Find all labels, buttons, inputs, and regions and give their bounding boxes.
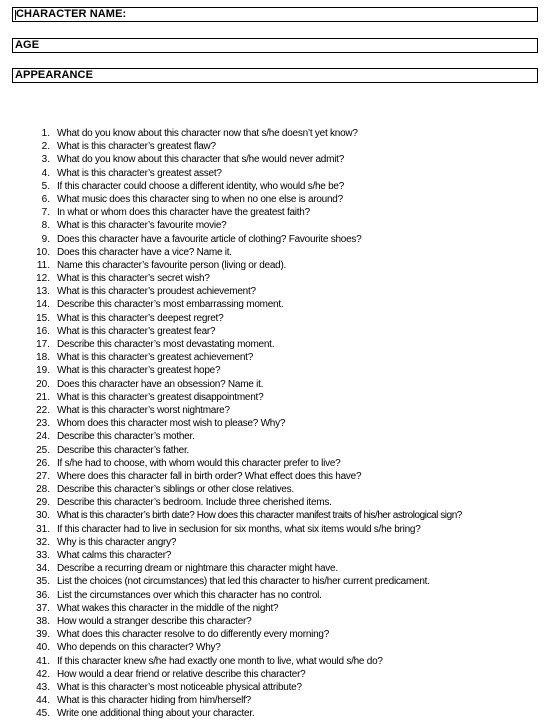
question-item xyxy=(0,430,548,443)
question-text: If this character had to live in seclusion for six months, what six items would s/he bring? xyxy=(57,523,421,535)
question-text: What is this character’s deepest regret? xyxy=(57,312,224,324)
question-item xyxy=(0,523,548,536)
question-text: What do you know about this character that s/he would never admit? xyxy=(57,154,345,166)
question-number: 10. xyxy=(36,246,50,258)
question-number: 19. xyxy=(36,365,50,377)
question-item xyxy=(0,338,548,351)
question-text: How would a dear friend or relative describe this character? xyxy=(57,668,306,680)
question-item xyxy=(0,655,548,668)
question-number: 30. xyxy=(36,510,50,522)
question-number: 6. xyxy=(41,193,50,205)
question-number: 33. xyxy=(36,550,50,561)
question-number: 29. xyxy=(36,497,50,509)
question-text: What is this character’s birth date? How does this character manifest traits of his/her astrological sign? xyxy=(57,510,462,522)
question-item xyxy=(0,364,548,377)
question-item xyxy=(0,483,548,496)
question-text: What is this character’s most noticeable physical attribute? xyxy=(57,681,302,693)
question-number: 37. xyxy=(36,602,50,614)
question-text: What is this character’s worst nightmare? xyxy=(57,404,230,416)
question-text: Who depends on this character? Why? xyxy=(57,642,221,654)
question-item xyxy=(0,246,548,259)
age-label: AGE xyxy=(15,39,40,51)
question-text: Describe this character’s bedroom. Include three cherished items. xyxy=(57,497,332,509)
question-text: What wakes this character in the middle of the night? xyxy=(57,602,279,614)
question-text: Does this character have a favourite article of clothing? Favourite shoes? xyxy=(57,233,362,245)
question-item xyxy=(0,259,548,272)
question-item xyxy=(0,272,548,285)
question-text: Describe this character’s father. xyxy=(57,444,189,456)
question-item xyxy=(0,549,548,562)
question-item xyxy=(0,444,548,457)
question-item xyxy=(0,325,548,338)
question-number: 25. xyxy=(36,444,50,456)
question-item xyxy=(0,457,548,470)
question-number: 27. xyxy=(36,470,50,482)
question-item xyxy=(0,575,548,588)
question-number: 43. xyxy=(36,681,50,693)
question-number: 13. xyxy=(36,286,50,298)
question-number: 14. xyxy=(36,299,50,311)
question-number: 9. xyxy=(41,233,50,245)
question-text: What music does this character sing to when no one else is around? xyxy=(57,193,343,205)
question-number: 44. xyxy=(36,695,50,707)
question-item xyxy=(0,298,548,311)
question-text: If this character knew s/he had exactly one month to live, what would s/he do? xyxy=(57,655,383,667)
question-item xyxy=(0,404,548,417)
question-item xyxy=(0,167,548,180)
question-number: 26. xyxy=(36,457,50,469)
question-number: 40. xyxy=(36,642,50,654)
question-item xyxy=(0,615,548,628)
question-item xyxy=(0,562,548,575)
question-text: How would a stranger describe this character? xyxy=(57,615,252,627)
question-number: 8. xyxy=(41,220,50,232)
question-item xyxy=(0,378,548,391)
question-item xyxy=(0,312,548,325)
question-item xyxy=(0,391,548,404)
question-item xyxy=(0,140,548,153)
question-item xyxy=(0,127,548,140)
question-number: 12. xyxy=(36,273,50,285)
question-number: 20. xyxy=(36,378,50,390)
question-number: 3. xyxy=(41,154,50,166)
question-item xyxy=(0,206,548,219)
age-field[interactable] xyxy=(12,38,538,53)
question-item xyxy=(0,681,548,694)
question-number: 15. xyxy=(36,312,50,324)
question-text: Why is this character angry? xyxy=(57,536,177,548)
character-name-field[interactable] xyxy=(12,7,538,22)
question-list xyxy=(0,127,548,720)
question-text: What is this character’s favourite movie? xyxy=(57,220,227,232)
question-number: 18. xyxy=(36,352,50,364)
question-number: 38. xyxy=(36,615,50,627)
question-number: 5. xyxy=(41,180,50,192)
question-text: What is this character’s greatest fear? xyxy=(57,325,216,337)
question-number: 35. xyxy=(36,576,50,588)
question-item xyxy=(0,193,548,206)
question-text: If this character could choose a different identity, who would s/he be? xyxy=(57,180,345,192)
question-item xyxy=(0,707,548,720)
question-item xyxy=(0,496,548,509)
question-number: 28. xyxy=(36,484,50,496)
question-item xyxy=(0,219,548,232)
question-text: What do you know about this character now that s/he doesn’t yet know? xyxy=(57,128,358,139)
question-number: 24. xyxy=(36,431,50,443)
question-text: Where does this character fall in birth order? What effect does this have? xyxy=(57,470,362,482)
question-text: Describe this character’s most devastating moment. xyxy=(57,339,275,350)
question-text: What calms this character? xyxy=(57,550,172,561)
question-item xyxy=(0,351,548,364)
question-item xyxy=(0,153,548,166)
question-text: What does this character resolve to do differently every morning? xyxy=(57,629,330,641)
question-number: 16. xyxy=(36,325,50,337)
question-text: What is this character’s greatest asset? xyxy=(57,167,222,179)
question-text: What is this character’s greatest disappointment? xyxy=(57,391,264,403)
question-number: 2. xyxy=(41,141,50,153)
question-text: What is this character’s proudest achievement? xyxy=(57,286,256,298)
question-number: 11. xyxy=(36,259,50,271)
question-text: List the choices (not circumstances) that led this character to his/her current predicament. xyxy=(57,576,430,588)
question-number: 36. xyxy=(36,589,50,601)
appearance-field[interactable] xyxy=(12,68,538,83)
question-item xyxy=(0,417,548,430)
question-number: 34. xyxy=(36,563,50,575)
question-text: List the circumstances over which this character has no control. xyxy=(57,589,322,601)
question-number: 45. xyxy=(36,708,50,720)
question-item xyxy=(0,180,548,193)
question-number: 1. xyxy=(41,128,50,139)
appearance-label: APPEARANCE xyxy=(15,69,94,81)
question-text: Whom does this character most wish to please? Why? xyxy=(57,418,286,430)
question-text: Does this character have an obsession? Name it. xyxy=(57,378,264,390)
question-text: Describe a recurring dream or nightmare this character might have. xyxy=(57,563,338,575)
question-text: In what or whom does this character have the greatest faith? xyxy=(57,207,310,219)
question-text: If s/he had to choose, with whom would this character prefer to live? xyxy=(57,457,341,469)
question-number: 23. xyxy=(36,418,50,430)
question-text: What is this character’s secret wish? xyxy=(57,273,210,285)
question-item xyxy=(0,641,548,654)
question-number: 4. xyxy=(41,167,50,179)
question-text: What is this character’s greatest hope? xyxy=(57,365,221,377)
question-number: 21. xyxy=(36,391,50,403)
question-number: 32. xyxy=(36,536,50,548)
question-item xyxy=(0,694,548,707)
question-text: Does this character have a vice? Name it. xyxy=(57,246,232,258)
character-name-label: CHARACTER NAME: xyxy=(16,8,127,20)
question-number: 22. xyxy=(36,404,50,416)
question-number: 41. xyxy=(36,655,50,667)
question-text: Describe this character’s most embarrassing moment. xyxy=(57,299,284,311)
question-item xyxy=(0,233,548,246)
question-item xyxy=(0,602,548,615)
question-item xyxy=(0,628,548,641)
question-text: Name this character’s favourite person (living or dead). xyxy=(57,259,287,271)
question-text: Describe this character’s siblings or other close relatives. xyxy=(57,484,294,496)
question-item xyxy=(0,668,548,681)
question-item xyxy=(0,589,548,602)
question-text: What is this character’s greatest achievement? xyxy=(57,352,254,364)
question-text: What is this character’s greatest flaw? xyxy=(57,141,216,153)
question-number: 7. xyxy=(41,207,50,219)
question-item xyxy=(0,285,548,298)
question-item xyxy=(0,536,548,549)
question-number: 39. xyxy=(36,629,50,641)
question-item xyxy=(0,470,548,483)
question-text: Describe this character’s mother. xyxy=(57,431,195,443)
question-text: Write one additional thing about your character. xyxy=(57,708,255,720)
question-text: What is this character hiding from him/herself? xyxy=(57,695,251,707)
question-item xyxy=(0,509,548,522)
question-number: 31. xyxy=(36,523,50,535)
question-number: 17. xyxy=(36,339,50,350)
question-number: 42. xyxy=(36,668,50,680)
